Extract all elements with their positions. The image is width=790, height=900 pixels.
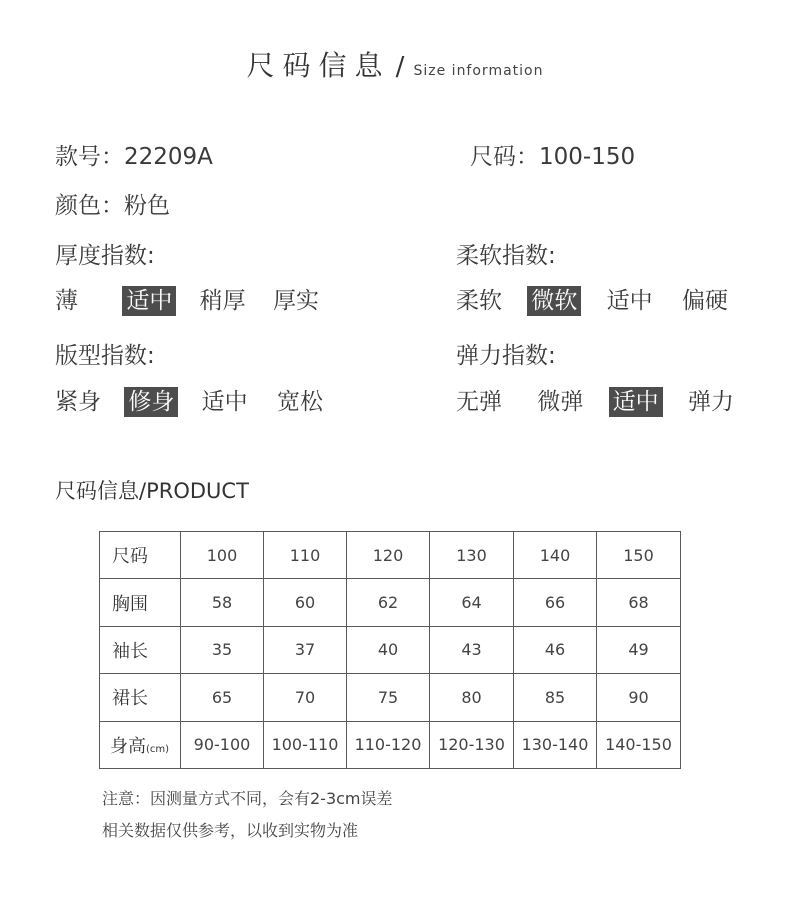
table-cell: 90 (597, 674, 681, 721)
fit-option: 适中 (201, 389, 248, 415)
table-cell: 110 (264, 532, 347, 579)
fit-option-selected: 修身 (124, 387, 178, 417)
table-cell: 130 (430, 532, 514, 579)
table-row (100, 532, 681, 579)
style-number: 款号：22209A (55, 144, 213, 170)
table-cell: 64 (430, 579, 514, 626)
table-cell: 120-130 (430, 721, 514, 768)
note-line-2: 相关数据仅供参考，以收到实物为准 (102, 821, 359, 840)
header-title-en: Size information (413, 63, 544, 79)
table-cell: 37 (264, 626, 347, 673)
softness-option: 柔软 (456, 288, 502, 314)
row-label-sleeve: 袖长 (100, 626, 181, 673)
elasticity-label: 弹力指数: (456, 343, 556, 369)
table-cell: 90-100 (181, 721, 264, 768)
color-info: 颜色：粉色 (55, 193, 170, 219)
elasticity-option: 无弹 (456, 389, 502, 415)
fit-option: 宽松 (276, 389, 323, 415)
softness-options (452, 286, 732, 316)
table-cell: 40 (347, 626, 430, 673)
table-row (100, 674, 681, 721)
table-cell: 62 (347, 579, 430, 626)
header-slash: / (395, 52, 405, 82)
fit-options (51, 387, 327, 417)
table-cell: 75 (347, 674, 430, 721)
table-row (100, 626, 681, 673)
row-label-chest: 胸围 (100, 579, 181, 626)
elasticity-option: 弹力 (687, 389, 734, 415)
size-table-title: 尺码信息/PRODUCT (55, 479, 249, 503)
row-label-skirt: 裙长 (100, 674, 181, 721)
softness-option: 偏硬 (681, 288, 728, 314)
softness-label: 柔软指数: (456, 243, 556, 269)
table-cell: 100 (181, 532, 264, 579)
table-cell: 85 (514, 674, 597, 721)
table-cell: 49 (597, 626, 681, 673)
height-unit: (cm) (146, 743, 170, 755)
table-cell: 60 (264, 579, 347, 626)
table-cell: 100-110 (264, 721, 347, 768)
softness-option: 适中 (606, 288, 653, 314)
table-cell: 35 (181, 626, 264, 673)
fit-option: 紧身 (55, 389, 101, 415)
table-cell: 150 (597, 532, 681, 579)
softness-option-selected: 微软 (527, 286, 581, 316)
thickness-option: 稍厚 (199, 288, 246, 314)
table-cell: 66 (514, 579, 597, 626)
thickness-options (51, 286, 323, 316)
thickness-option: 薄 (55, 288, 78, 314)
table-cell: 130-140 (514, 721, 597, 768)
row-label-size: 尺码 (100, 532, 181, 579)
table-cell: 65 (181, 674, 264, 721)
elasticity-option-selected: 适中 (609, 387, 663, 417)
thickness-option-selected: 适中 (122, 286, 176, 316)
table-cell: 68 (597, 579, 681, 626)
header-title-cn: 尺码信息 (246, 49, 391, 82)
table-cell: 140-150 (597, 721, 681, 768)
thickness-option: 厚实 (272, 288, 319, 314)
elasticity-options (452, 387, 738, 417)
height-label: 身高 (110, 735, 146, 757)
thickness-label: 厚度指数: (55, 243, 155, 269)
table-cell: 140 (514, 532, 597, 579)
fit-label: 版型指数: (55, 343, 155, 369)
table-cell: 43 (430, 626, 514, 673)
table-cell: 80 (430, 674, 514, 721)
table-cell: 70 (264, 674, 347, 721)
size-table (99, 531, 681, 769)
page-header (0, 44, 790, 84)
size-range: 尺码：100-150 (470, 144, 636, 170)
note-line-1: 注意：因测量方式不同，会有2-3cm误差 (102, 789, 393, 808)
table-cell: 110-120 (347, 721, 430, 768)
row-label-height (100, 721, 181, 768)
table-cell: 46 (514, 626, 597, 673)
table-row (100, 579, 681, 626)
table-cell: 120 (347, 532, 430, 579)
table-row (100, 721, 681, 768)
elasticity-option: 微弹 (537, 389, 584, 415)
table-cell: 58 (181, 579, 264, 626)
